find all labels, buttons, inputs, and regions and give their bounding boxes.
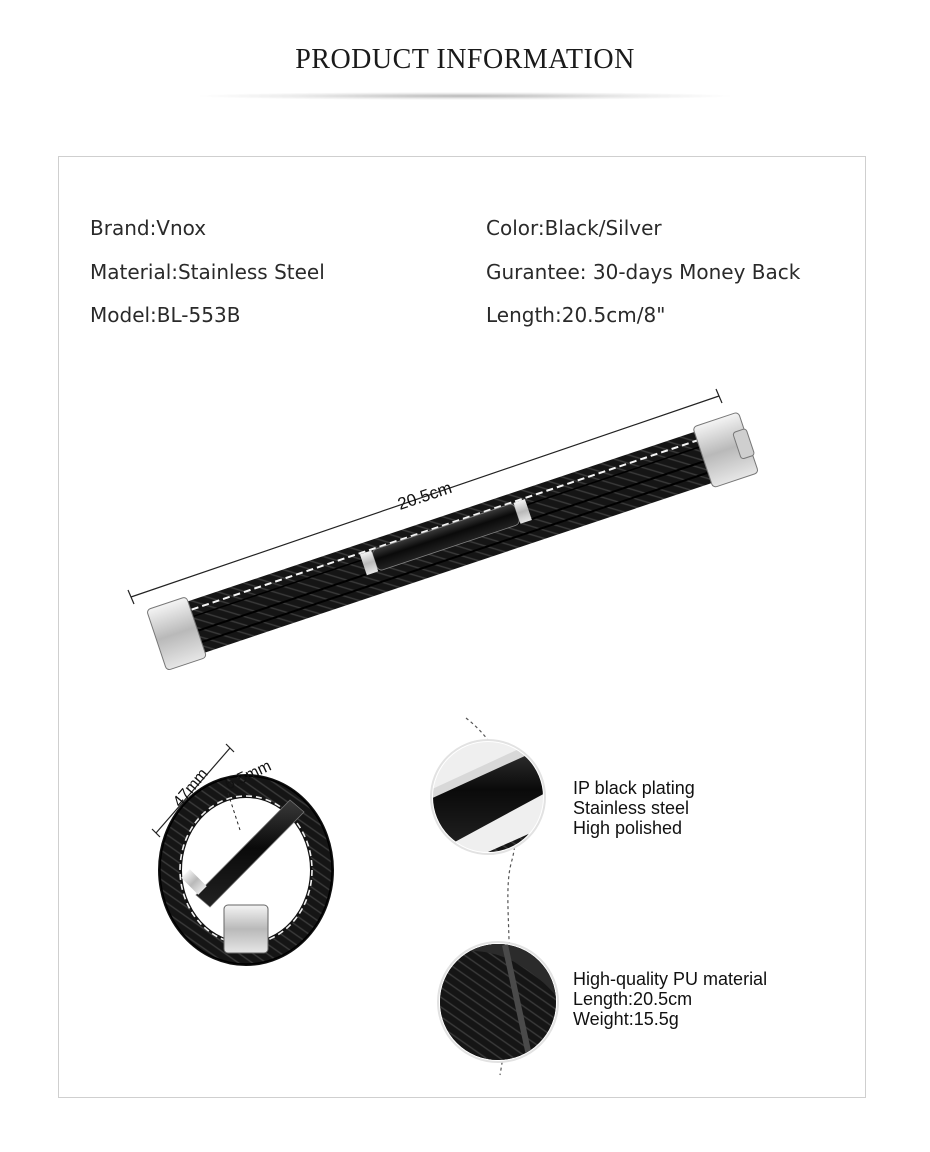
spec-model: Model:BL-553B [90, 303, 241, 327]
callout-plating-line1: IP black plating [573, 778, 695, 798]
callout-material [573, 969, 767, 1029]
callout-plating-line3: High polished [573, 818, 683, 838]
callout-material-line2: Length:20.5cm [573, 989, 693, 1009]
spec-length: Length:20.5cm/8" [486, 303, 666, 327]
callout-material-line1: High-quality PU material [573, 969, 768, 989]
spec-brand: Brand:Vnox [90, 216, 207, 240]
page-title: PRODUCT INFORMATION [295, 44, 635, 75]
spec-guarantee: Gurantee: 30-days Money Back [486, 260, 801, 284]
curled-black-plate [196, 800, 304, 907]
bracelet-main-image [128, 389, 760, 671]
spec-material: Material:Stainless Steel [90, 260, 325, 284]
spec-color: Color:Black/Silver [486, 216, 662, 240]
diameter-label: 47mm [170, 765, 212, 811]
callout-plating [573, 778, 695, 838]
bracelet-curled-image [152, 744, 332, 964]
zoom-circle-plate [420, 730, 560, 870]
curled-clasp [224, 905, 268, 953]
callout-plating-line2: Stainless steel [573, 798, 690, 818]
callout-material-line3: Weight:15.5g [573, 1009, 679, 1029]
length-label: 20.5cm [395, 478, 455, 514]
width-label: 6.5mm [222, 757, 275, 794]
zoom-circle-leather [430, 940, 570, 1070]
